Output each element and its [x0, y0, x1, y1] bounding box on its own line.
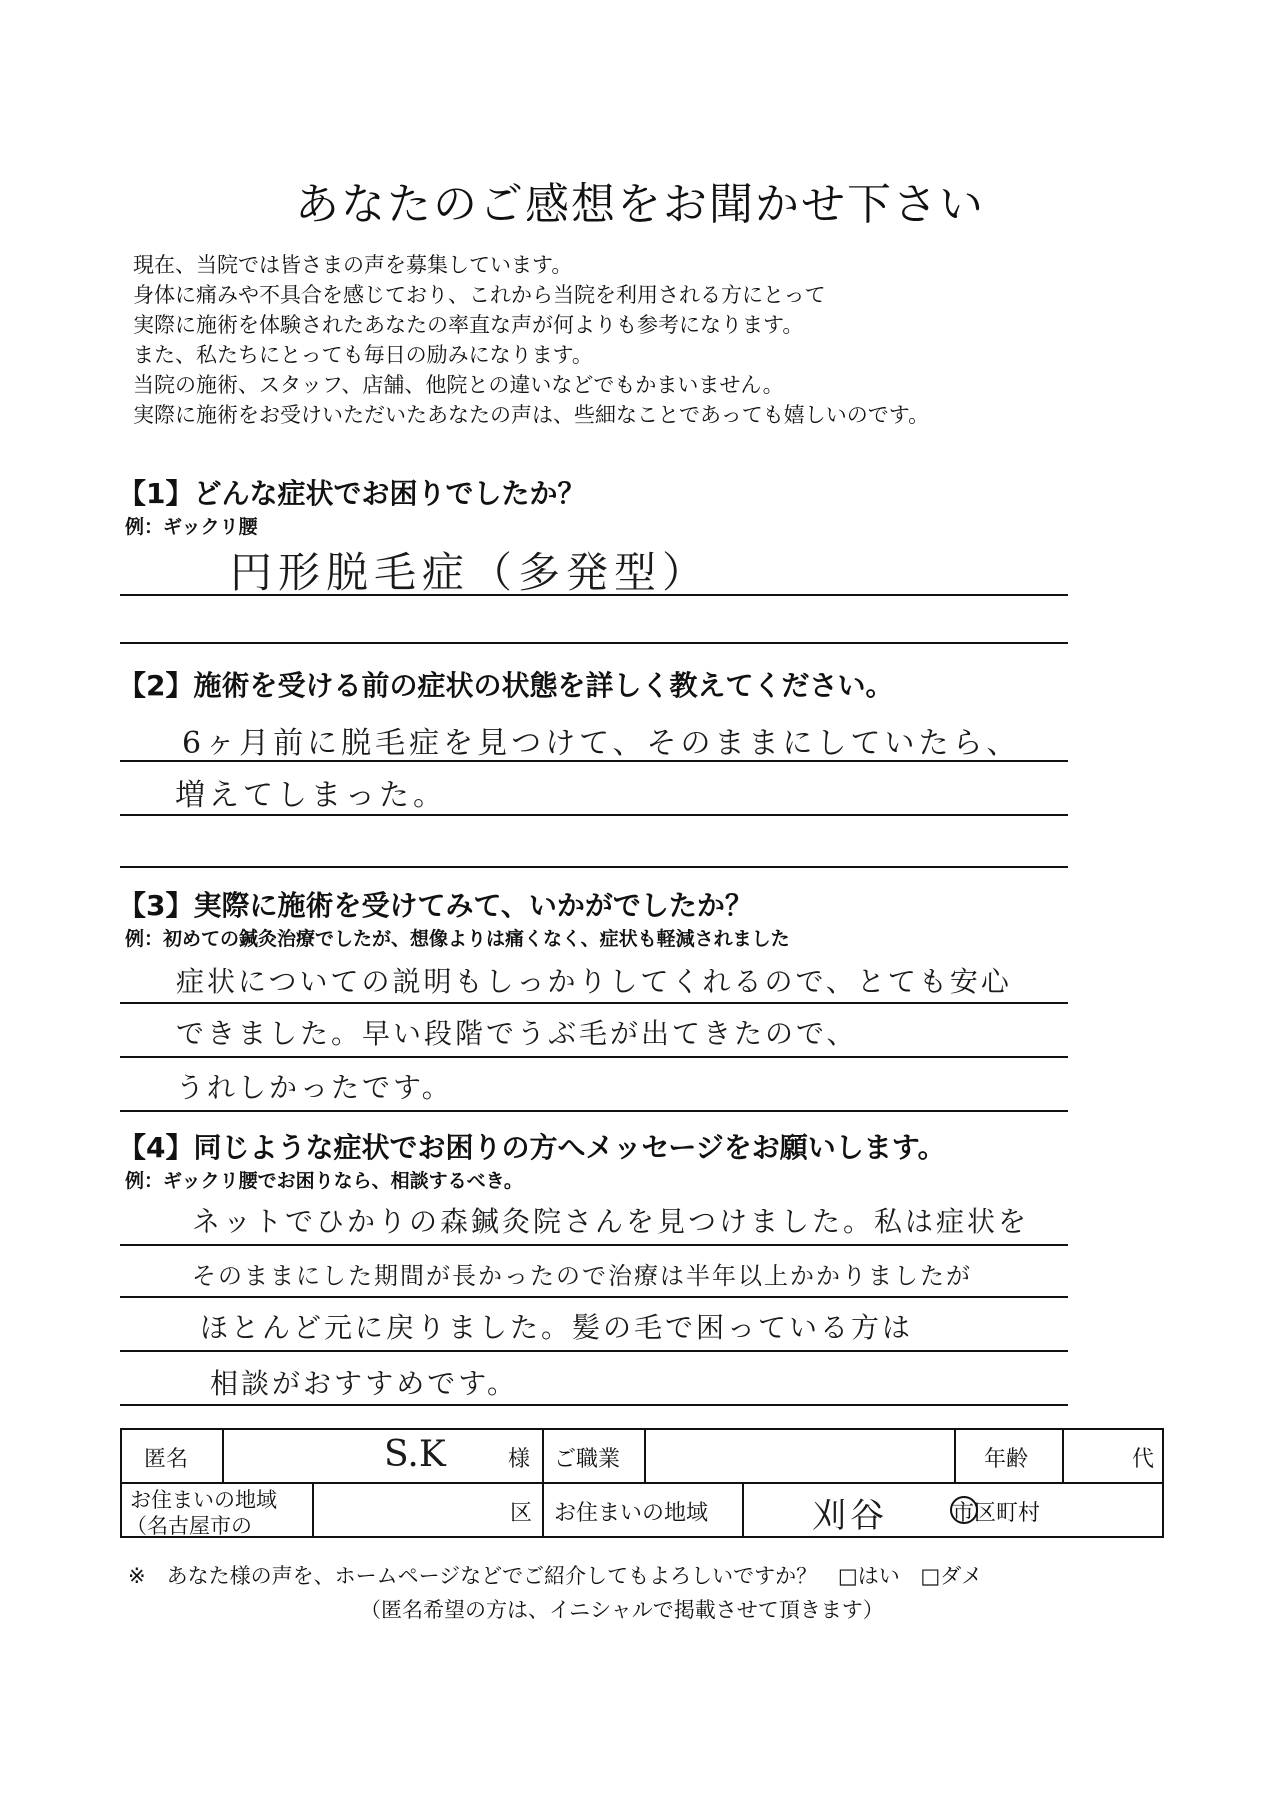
answer-rule [120, 1404, 1068, 1406]
q2-answer-line: 6ヶ月前に脱毛症を見つけて、そのままにしていたら、 [182, 726, 1021, 761]
q4-answer-line: ほとんど元に戻りました。髪の毛で困っている方は [200, 1311, 914, 1344]
intro-line: 実際に施術をお受けいただいたあなたの声は、些細なことであっても嬉しいのです。 [133, 403, 930, 427]
q3-heading: 【3】実際に施術を受けてみて、いかがでしたか？ [118, 889, 753, 922]
table-col-divider [312, 1482, 314, 1538]
age-label: 年齢 [984, 1447, 1029, 1472]
ku-label: 区 [510, 1501, 533, 1526]
q3-answer-line: できました。早い段階でうぶ毛が出てきたので、 [176, 1017, 858, 1050]
q3-answer-line: うれしかったです。 [176, 1071, 453, 1104]
region2-label: お住まいの地域 [554, 1501, 709, 1526]
table-col-divider [542, 1430, 544, 1538]
intro-paragraph [133, 250, 1153, 430]
answer-rule [120, 1296, 1068, 1298]
q4-answer-line: そのままにした期間が長かったので治療は半年以上かかりましたが [192, 1262, 972, 1290]
name-value: S.K [384, 1434, 446, 1475]
answer-rule [120, 760, 1068, 762]
table-col-divider [742, 1482, 744, 1538]
region2-value: 刈谷 [812, 1496, 888, 1536]
sama-label: 様 [508, 1447, 531, 1472]
q1-example: 例：ギックリ腰 [125, 516, 258, 538]
table-col-divider [1062, 1430, 1064, 1482]
job-label: ご職業 [554, 1447, 621, 1472]
no-checkbox[interactable]: □ダメ [920, 1564, 983, 1588]
footer-note: （匿名希望の方は、イニシャルで掲載させて頂きます） [360, 1598, 884, 1622]
answer-rule [120, 814, 1068, 816]
answer-rule [120, 1244, 1068, 1246]
answer-rule [120, 642, 1068, 644]
intro-line: 現在、当院では皆さまの声を募集しています。 [133, 253, 573, 277]
region-label: お住まいの地域 [130, 1488, 277, 1512]
q4-heading: 【4】同じような症状でお困りの方へメッセージをお願いします。 [118, 1131, 946, 1164]
name-label: 匿名 [144, 1447, 189, 1472]
q3-answer-line: 症状についての説明もしっかりしてくれるので、とても安心 [176, 965, 1012, 998]
city-options: 市区町村 [952, 1501, 1041, 1526]
q3-example: 例：初めての鍼灸治療でしたが、想像よりは痛くなく、症状も軽減されました [125, 928, 790, 950]
q2-answer-line: 増えてしまった。 [175, 778, 447, 813]
footer-question-text: ※ あなた様の声を、ホームページなどでご紹介してもよろしいですか？ [128, 1564, 818, 1588]
q1-heading: 【1】どんな症状でお困りでしたか？ [118, 477, 586, 510]
answer-rule [120, 866, 1068, 868]
q2-heading: 【2】施術を受ける前の症状の状態を詳しく教えてください。 [118, 669, 894, 702]
age-suffix: 代 [1132, 1447, 1155, 1472]
table-col-divider [954, 1430, 956, 1482]
answer-rule [120, 1002, 1068, 1004]
info-table [120, 1428, 1164, 1538]
intro-line: 実際に施術を体験されたあなたの率直な声が何よりも参考になります。 [133, 313, 804, 337]
intro-line: 身体に痛みや不具合を感じており、これから当院を利用される方にとって [133, 283, 826, 307]
intro-line: また、私たちにとっても毎日の励みになります。 [133, 343, 593, 367]
answer-rule [120, 1110, 1068, 1112]
table-col-divider [222, 1430, 224, 1482]
table-col-divider [644, 1430, 646, 1482]
table-row-divider [122, 1482, 1162, 1484]
q4-answer-line: 相談がおすすめです。 [210, 1367, 519, 1400]
answer-rule [120, 1056, 1068, 1058]
q4-answer-line: ネットでひかりの森鍼灸院さんを見つけました。私は症状を [192, 1205, 1030, 1238]
q1-answer-line: 円形脱毛症（多発型） [230, 548, 711, 597]
answer-rule [120, 1350, 1068, 1352]
region-sub-label: （名古屋市の [126, 1514, 252, 1538]
page-title: あなたのご感想をお聞かせ下さい [295, 179, 985, 230]
q4-example: 例：ギックリ腰でお困りなら、相談するべき。 [125, 1170, 523, 1192]
footer-question [128, 1560, 982, 1590]
yes-checkbox[interactable]: □はい [837, 1564, 900, 1588]
intro-line: 当院の施術、スタッフ、店舗、他院との違いなどでもかまいません。 [133, 373, 784, 397]
answer-rule [120, 594, 1068, 596]
